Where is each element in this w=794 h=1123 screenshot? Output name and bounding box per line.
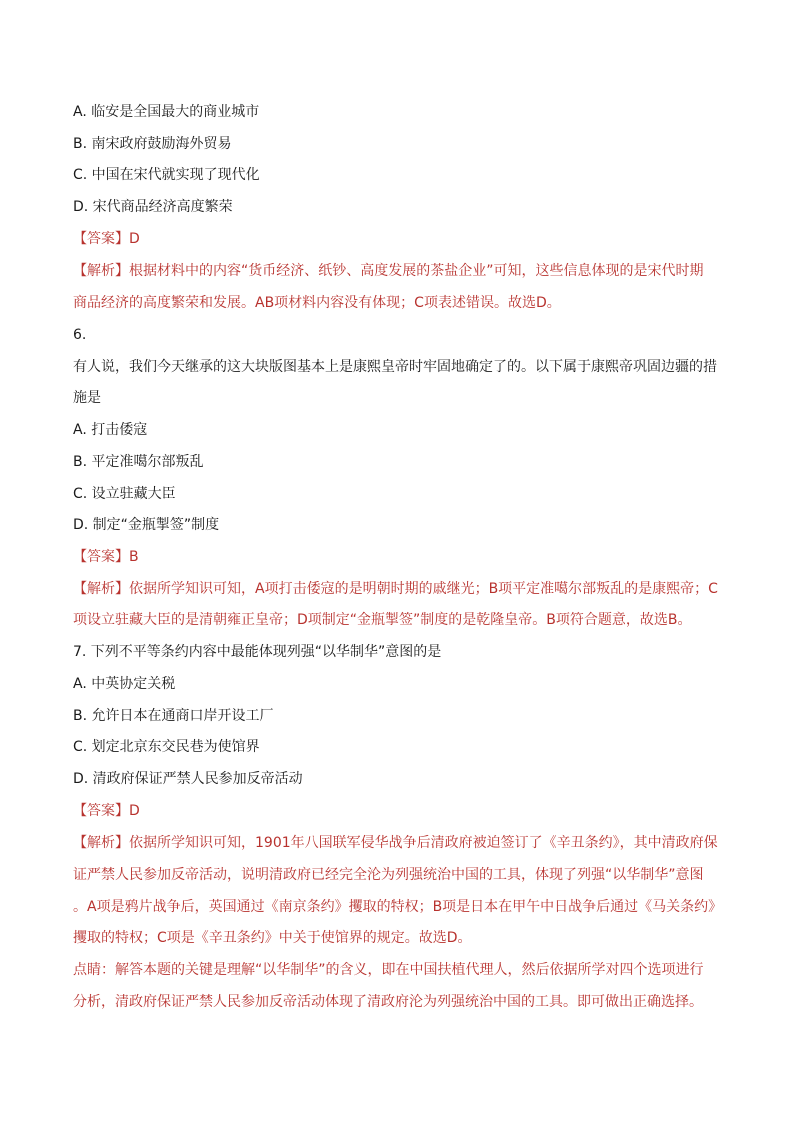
analysis-tag: 【解析】 <box>73 581 129 597</box>
q6-answer <box>73 548 723 566</box>
q7-tip-line-1: 点睛：解答本题的关键是理解“以华制华”的含义，即在中国扶植代理人，然后依据所学对四个选项进行 <box>73 962 704 978</box>
answer-value: D <box>129 231 140 247</box>
q5-option-d: D. 宋代商品经济高度繁荣 <box>73 199 233 215</box>
answer-value: D <box>129 803 140 819</box>
q7-analysis-line-3: 。A项是鸦片战争后，英国通过《南京条约》攫取的特权；B项是日本在甲午中日战争后通过《马关条约》 <box>73 899 723 915</box>
q6-option-c: C. 设立驻藏大臣 <box>73 486 176 502</box>
q6-stem-line-2: 施是 <box>73 390 101 406</box>
q7-answer <box>73 802 723 820</box>
q6-option-b: B. 平定准噶尔部叛乱 <box>73 454 204 470</box>
analysis-text: 根据材料中的内容“货币经济、纸钞、高度发展的茶盐企业”可知，这些信息体现的是宋代时期 <box>129 263 704 279</box>
q7-option-a: A. 中英协定关税 <box>73 676 176 692</box>
q7-option-c: C. 划定北京东交民巷为使馆界 <box>73 739 260 755</box>
q6-option-a: A. 打击倭寇 <box>73 422 148 438</box>
q7-analysis-line-2: 证严禁人民参加反帝活动，说明清政府已经完全沦为列强统治中国的工具，体现了列强“以华制华”意图 <box>73 867 704 883</box>
q7-analysis-line-1 <box>73 834 723 852</box>
q6-option-d: D. 制定“金瓶掣签”制度 <box>73 517 220 533</box>
analysis-text: 依据所学知识可知，A项打击倭寇的是明朝时期的戚继光；B项平定准噶尔部叛乱的是康熙帝；C <box>129 581 718 597</box>
q5-analysis-line-1 <box>73 262 723 280</box>
answer-value: B <box>129 549 139 565</box>
answer-tag: 【答案】 <box>73 549 129 565</box>
q5-answer <box>73 230 723 248</box>
q6-stem-line-1: 有人说，我们今天继承的这大块版图基本上是康熙皇帝时牢固地确定了的。以下属于康熙帝巩固边疆的措 <box>73 359 717 375</box>
answer-tag: 【答案】 <box>73 231 129 247</box>
analysis-text: 依据所学知识可知，1901年八国联军侵华战争后清政府被迫签订了《辛丑条约》，其中清政府保 <box>129 835 718 851</box>
answer-tag: 【答案】 <box>73 803 129 819</box>
q6-analysis-line-1 <box>73 580 723 598</box>
q7-analysis-line-4: 攫取的特权；C项是《辛丑条约》中关于使馆界的规定。故选D。 <box>73 930 472 946</box>
q6-number: 6. <box>73 327 87 343</box>
q7-tip-line-2: 分析，清政府保证严禁人民参加反帝活动体现了清政府沦为列强统治中国的工具。即可做出正确选择。 <box>73 994 703 1010</box>
q5-analysis-line-2: 商品经济的高度繁荣和发展。AB项材料内容没有体现；C项表述错误。故选D。 <box>73 295 561 311</box>
analysis-tag: 【解析】 <box>73 835 129 851</box>
q7-option-d: D. 清政府保证严禁人民参加反帝活动 <box>73 771 303 787</box>
analysis-tag: 【解析】 <box>73 263 129 279</box>
q6-analysis-line-2: 项设立驻藏大臣的是清朝雍正皇帝；D项制定“金瓶掣签”制度的是乾隆皇帝。B项符合题意，故选B。 <box>73 612 692 628</box>
q5-option-a: A. 临安是全国最大的商业城市 <box>73 104 260 120</box>
q7-option-b: B. 允许日本在通商口岸开设工厂 <box>73 708 274 724</box>
q5-option-c: C. 中国在宋代就实现了现代化 <box>73 167 260 183</box>
q7-stem: 7. 下列不平等条约内容中最能体现列强“以华制华”意图的是 <box>73 644 442 660</box>
q5-option-b: B. 南宋政府鼓励海外贸易 <box>73 136 232 152</box>
